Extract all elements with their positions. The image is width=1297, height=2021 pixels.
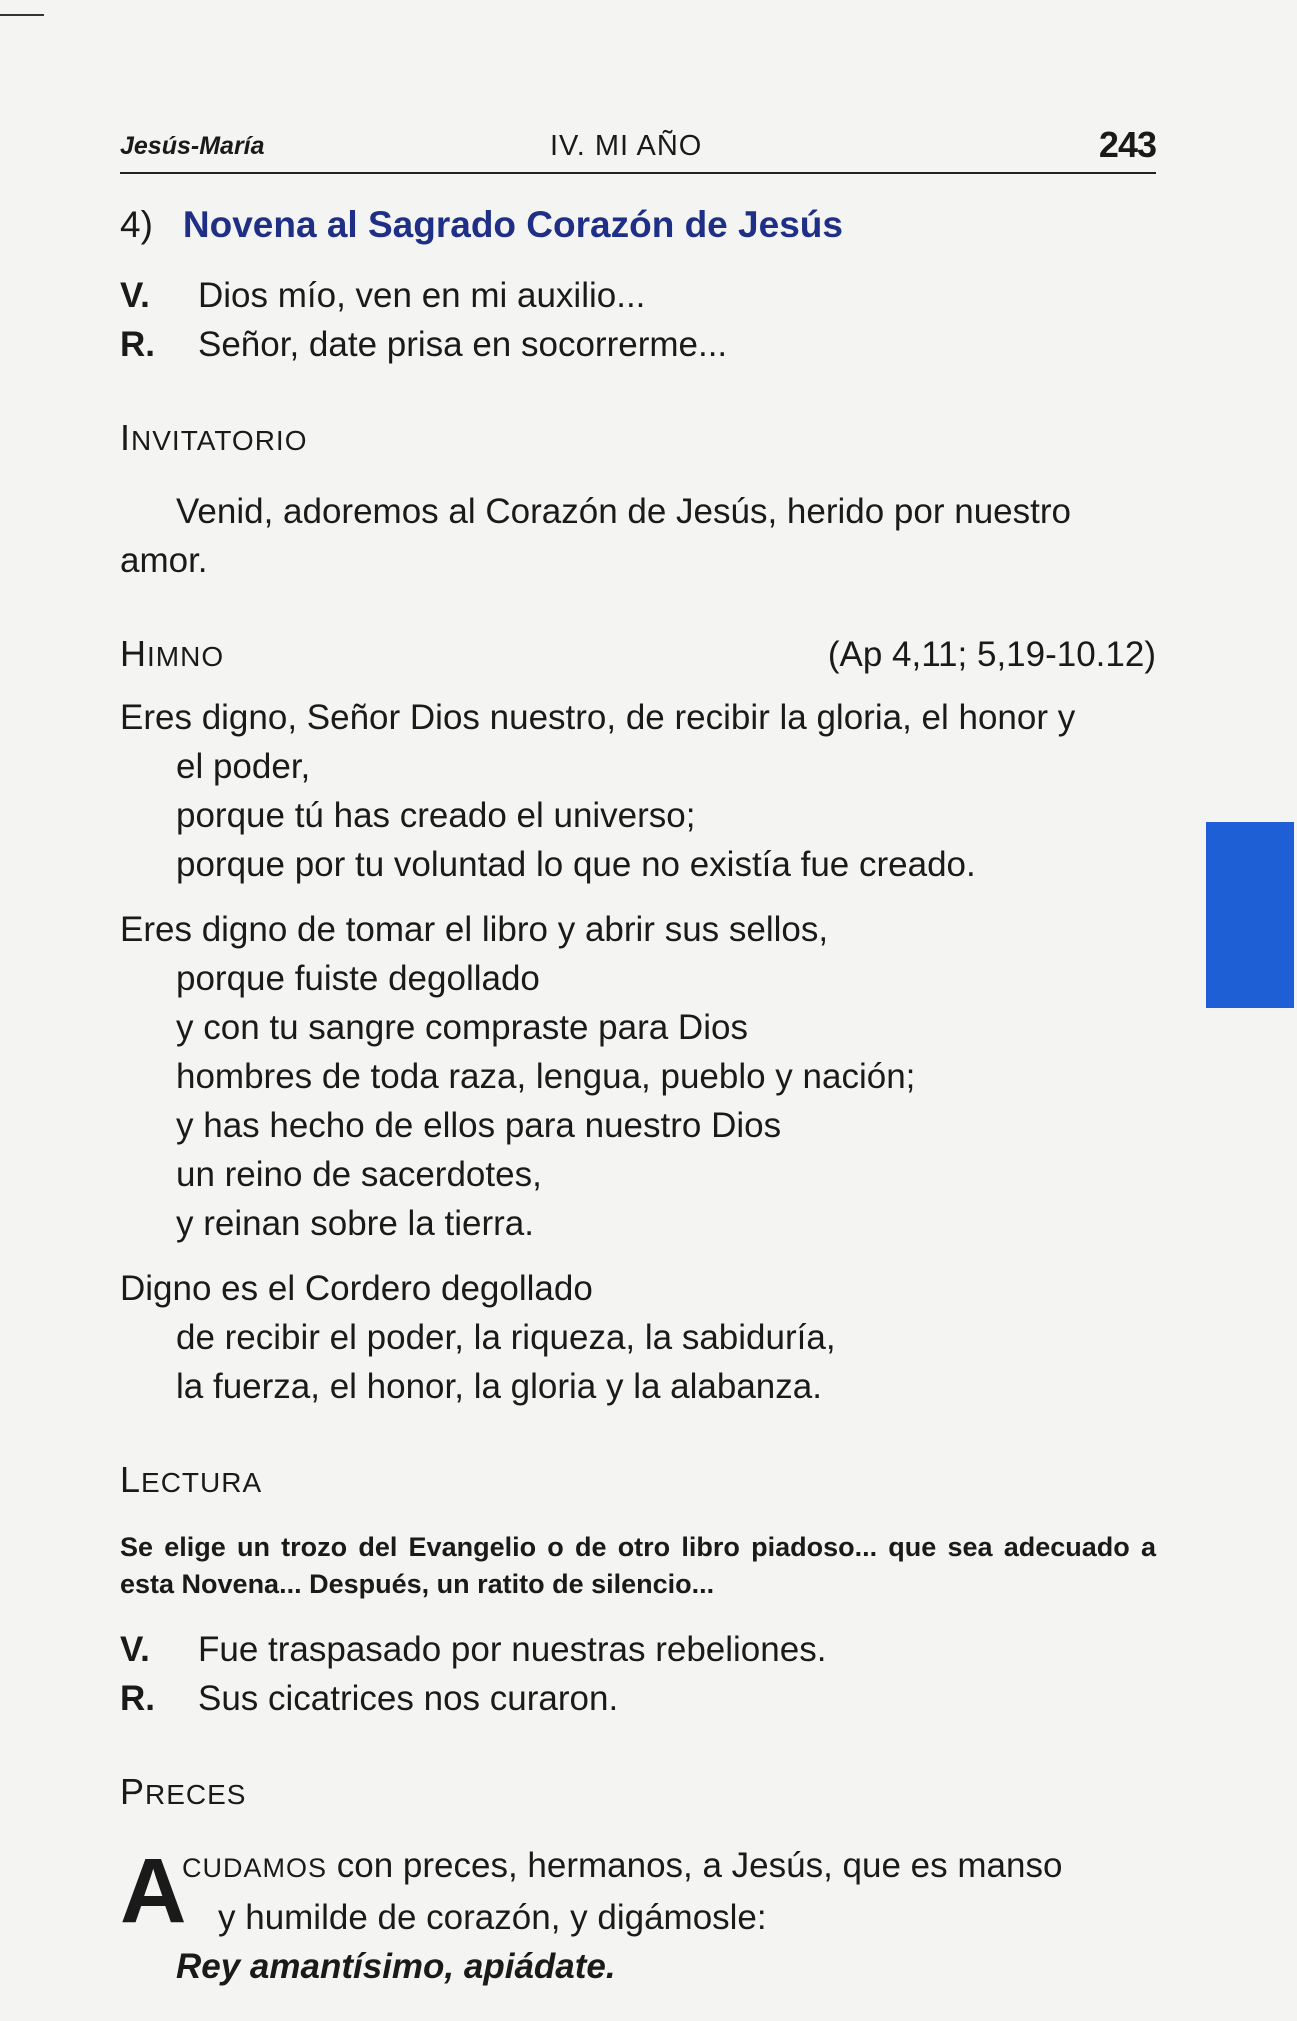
corner-mark bbox=[0, 14, 44, 16]
response-mark: R. bbox=[120, 325, 155, 364]
himno-heading bbox=[120, 629, 224, 681]
running-header bbox=[120, 122, 1156, 174]
versicle-mark: V. bbox=[120, 1630, 150, 1669]
invitatorio-text: Venid, adoremos al Corazón de Jesús, herido por nuestro amor. bbox=[120, 492, 1071, 580]
thumb-index-tab bbox=[1206, 822, 1294, 1008]
himno-reference: (Ap 4,11; 5,19-10.12) bbox=[827, 635, 1156, 674]
verse-line: porque tú has creado el universo; bbox=[176, 796, 696, 835]
header-chapter: IV. MI AÑO bbox=[550, 130, 703, 162]
himno-heading-row bbox=[120, 629, 1156, 681]
verse-line: y has hecho de ellos para nuestro Dios bbox=[176, 1106, 782, 1145]
heading-initial: P bbox=[120, 1771, 146, 1812]
heading-rest: IMNO bbox=[147, 641, 225, 672]
verse-line: hombres de toda raza, lengua, pueblo y nación; bbox=[176, 1057, 916, 1096]
novena-number: 4) bbox=[120, 204, 153, 245]
preces-response: Rey amantísimo, apiádate. bbox=[176, 1947, 616, 1986]
drop-cap: A bbox=[120, 1840, 187, 1942]
heading-rest: ECTURA bbox=[141, 1467, 263, 1498]
verse-line: Digno es el Cordero degollado bbox=[120, 1269, 593, 1308]
novena-title bbox=[120, 200, 1156, 249]
heading-initial: L bbox=[120, 1459, 142, 1500]
response bbox=[120, 320, 1156, 369]
verse-line: y con tu sangre compraste para Dios bbox=[176, 1008, 748, 1047]
response-text: Sus cicatrices nos curaron. bbox=[198, 1679, 619, 1718]
verse-line: de recibir el poder, la riqueza, la sabiduría, bbox=[176, 1318, 836, 1357]
verse-line: Eres digno, Señor Dios nuestro, de recibir la gloria, el honor y bbox=[120, 698, 1076, 737]
header-section-name: Jesús-María bbox=[120, 132, 265, 160]
verse-line: el poder, bbox=[176, 747, 311, 786]
page-number: 243 bbox=[1098, 124, 1156, 165]
preces-heading bbox=[120, 1767, 1156, 1819]
lectura-heading bbox=[120, 1455, 1156, 1507]
preces-first-word: CUDAMOS bbox=[182, 1853, 328, 1883]
hymn-stanza bbox=[120, 693, 1156, 889]
response bbox=[120, 1674, 1156, 1723]
heading-initial: H bbox=[120, 633, 147, 674]
preces-line-rest: con preces, hermanos, a Jesús, que es manso bbox=[327, 1846, 1063, 1885]
verse-line: la fuerza, el honor, la gloria y la alabanza. bbox=[176, 1367, 822, 1406]
novena-title-text: Novena al Sagrado Corazón de Jesús bbox=[182, 204, 843, 245]
page-content bbox=[120, 200, 1156, 1991]
preces-line bbox=[120, 1841, 1156, 1893]
verse-line: y reinan sobre la tierra. bbox=[176, 1204, 534, 1243]
response-text: Señor, date prisa en socorrerme... bbox=[198, 325, 728, 364]
preces-text bbox=[120, 1841, 1156, 1991]
verse-line: porque por tu voluntad lo que no existía fue creado. bbox=[176, 845, 976, 884]
verse-line: Eres digno de tomar el libro y abrir sus sellos, bbox=[120, 910, 829, 949]
verse-line: un reino de sacerdotes, bbox=[176, 1155, 542, 1194]
heading-rest: NVITATORIO bbox=[131, 425, 308, 456]
response-mark: R. bbox=[120, 1679, 155, 1718]
hymn-stanza bbox=[120, 1264, 1156, 1411]
lectura-instruction: Se elige un trozo del Evangelio o de otro libro piadoso... que sea adecuado a esta Novena... Después, un ratito de silencio... bbox=[120, 1532, 1156, 1599]
verse-line: porque fuiste degollado bbox=[176, 959, 540, 998]
preces-line: y humilde de corazón, y digámosle: bbox=[218, 1898, 767, 1937]
invitatorio-heading bbox=[120, 413, 1156, 465]
heading-initial: I bbox=[120, 417, 132, 458]
hymn-stanza bbox=[120, 905, 1156, 1248]
versicle bbox=[120, 1625, 1156, 1674]
heading-rest: RECES bbox=[145, 1779, 247, 1810]
versicle bbox=[120, 271, 1156, 320]
versicle-mark: V. bbox=[120, 276, 150, 315]
versicle-text: Dios mío, ven en mi auxilio... bbox=[198, 276, 646, 315]
versicle-text: Fue traspasado por nuestras rebeliones. bbox=[198, 1630, 827, 1669]
